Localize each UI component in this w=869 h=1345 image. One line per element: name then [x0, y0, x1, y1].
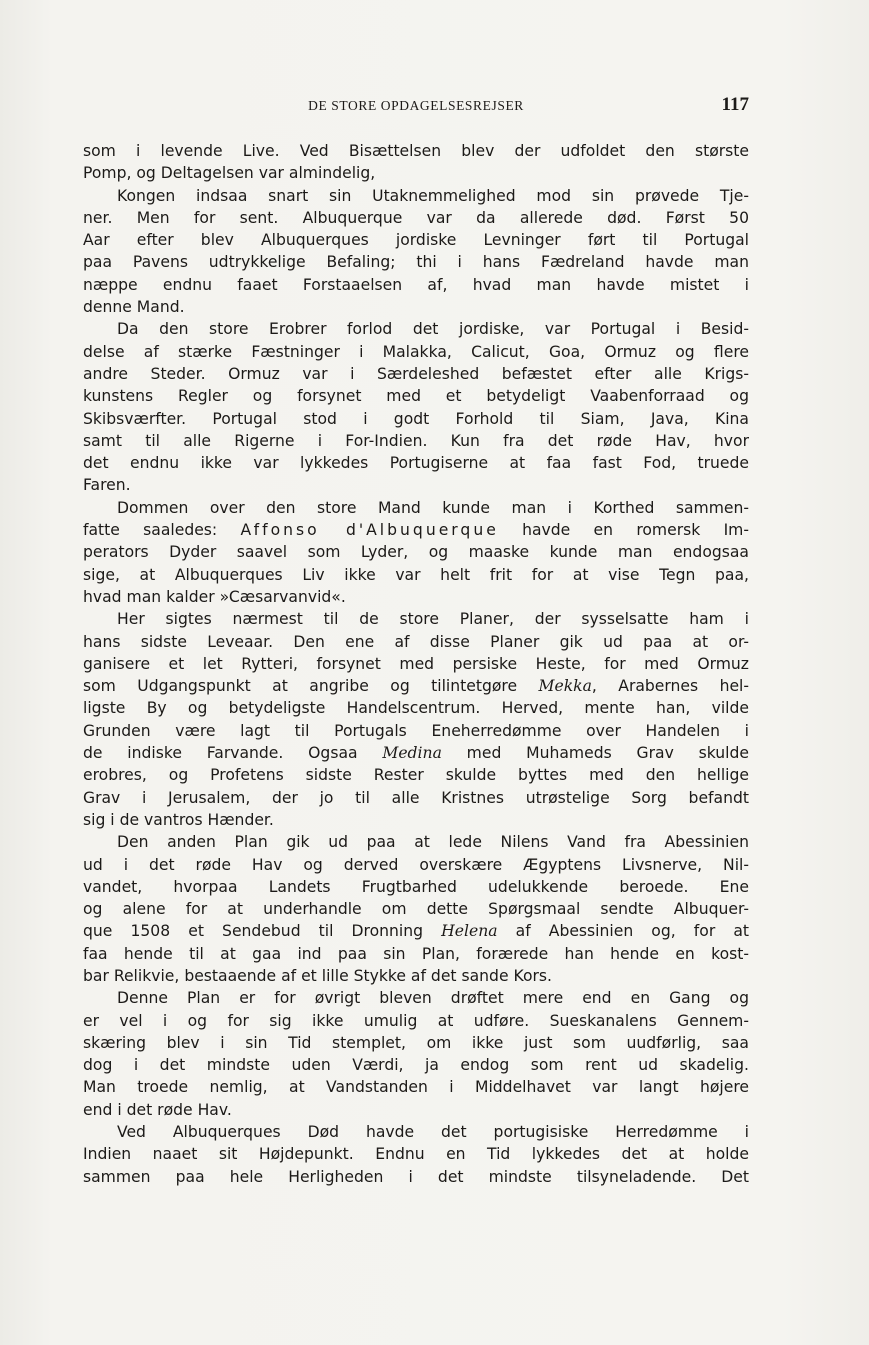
text-line: paa Pavens udtrykkelige Befaling; thi i hans Fædreland havde man: [83, 253, 749, 272]
text-line: Ved Albuquerques Død havde det portugisiske Herredømme i: [117, 1123, 749, 1142]
text-line: hans sidste Leveaar. Den ene af disse Planer gik ud paa at or-: [83, 632, 749, 651]
text-line: end i det røde Hav.: [83, 1100, 232, 1119]
text-line: Aar efter blev Albuquerques jordiske Levninger ført til Portugal: [83, 231, 749, 250]
text-line: ligste By og betydeligste Handelscentrum. Herved, mente han, vilde: [83, 699, 749, 718]
text-line: det endnu ikke var lykkedes Portugiserne at faa fast Fod, truede: [83, 454, 749, 473]
text-line: som i levende Live. Ved Bisættelsen blev der udfoldet den største: [83, 142, 749, 160]
text-line: Kongen indsaa snart sin Utaknemmelighed mod sin prøvede Tje-: [117, 186, 749, 205]
spaced-name: Affonso d'Albuquerque: [240, 521, 499, 540]
text-line: og alene for at underhandle om dette Spørgsmaal sendte Albuquer-: [83, 900, 749, 919]
text-line: sige, at Albuquerques Liv ikke var helt frit for at vise Tegn paa,: [83, 565, 749, 584]
text-line: [83, 742, 749, 764]
text-line: kunstens Regler og forsynet med et betydeligt Vaabenforraad og: [83, 387, 749, 406]
text-line: bar Relikvie, bestaaende af et lille Stykke af det sande Kors.: [83, 966, 552, 985]
text-line: Pomp, og Deltagelsen var almindelig,: [83, 164, 376, 183]
text-fragment: havde en romersk Im-: [498, 521, 749, 540]
text-line: hvad man kalder »Cæsarvanvid«.: [83, 587, 346, 606]
text-line: dog i det mindste uden Værdi, ja endog som rent ud skadelig.: [83, 1056, 749, 1075]
text-line: [83, 920, 749, 942]
body-text: [83, 140, 749, 1188]
text-fragment: med Muhameds Grav skulde: [441, 744, 749, 763]
text-line: perators Dyder saavel som Lyder, og maaske kunde man endogsaa: [83, 543, 749, 562]
text-line: ud i det røde Hav og derved overskære Ægyptens Livsnerve, Nil-: [83, 855, 749, 874]
text-line: denne Mand.: [83, 298, 185, 317]
page-number: 117: [721, 94, 749, 115]
text-line: sig i de vantros Hænder.: [83, 810, 274, 829]
text-line: faa hende til at gaa ind paa sin Plan, forærede han hende en kost-: [83, 944, 749, 963]
text-line: vandet, hvorpaa Landets Frugtbarhed udelukkende beroede. Ene: [83, 877, 749, 896]
running-title: DE STORE OPDAGELSESREJSER: [308, 98, 524, 113]
text-line: samt til alle Rigerne i For-Indien. Kun fra det røde Hav, hvor: [83, 431, 749, 450]
text-line: sammen paa hele Herligheden i det mindste tilsyneladende. Det: [83, 1167, 749, 1186]
text-line: skæring blev i sin Tid stemplet, om ikke just som uudførlig, saa: [83, 1033, 749, 1052]
italic-term: Helena: [441, 922, 498, 941]
text-line: erobres, og Profetens sidste Rester skulde byttes med den hellige: [83, 766, 749, 785]
text-line: ner. Men for sent. Albuquerque var da allerede død. Først 50: [83, 208, 749, 227]
text-fragment: som Udgangspunkt at angribe og tilintetgøre: [83, 677, 539, 696]
text-fragment: que 1508 et Sendebud til Dronning: [83, 922, 442, 941]
text-line: andre Steder. Ormuz var i Særdeleshed befæstet efter alle Krigs-: [83, 364, 749, 383]
text-line: Man troede nemlig, at Vandstanden i Middelhavet var langt højere: [83, 1078, 749, 1097]
text-line: Da den store Erobrer forlod det jordiske, var Portugal i Besid-: [117, 320, 749, 339]
text-line: [83, 519, 749, 541]
text-line: Grav i Jerusalem, der jo til alle Kristnes utrøstelige Sorg befandt: [83, 788, 749, 807]
text-line: næppe endnu faaet Forstaaelsen af, hvad man havde mistet i: [83, 275, 749, 294]
running-head: [83, 94, 749, 118]
text-line: Her sigtes nærmest til de store Planer, der sysselsatte ham i: [117, 610, 749, 629]
italic-term: Mekka: [538, 677, 592, 696]
text-line: Skibsværfter. Portugal stod i godt Forhold til Siam, Java, Kina: [83, 409, 749, 428]
text-fragment: de indiske Farvande. Ogsaa: [83, 744, 383, 763]
text-fragment: , Arabernes hel-: [591, 677, 749, 696]
italic-term: Medina: [382, 744, 442, 763]
text-line: er vel i og for sig ikke umulig at udføre. Sueskanalens Gennem-: [83, 1011, 749, 1030]
text-fragment: af Abessinien og, for at: [497, 922, 749, 941]
text-line: Den anden Plan gik ud paa at lede Nilens Vand fra Abessinien: [117, 833, 749, 852]
text-line: delse af stærke Fæstninger i Malakka, Calicut, Goa, Ormuz og flere: [83, 342, 749, 361]
text-fragment: fatte saaledes:: [83, 521, 241, 540]
text-line: ganisere et let Rytteri, forsynet med persiske Heste, for med Ormuz: [83, 654, 749, 673]
text-line: Denne Plan er for øvrigt bleven drøftet mere end en Gang og: [117, 989, 749, 1008]
text-line: Dommen over den store Mand kunde man i Korthed sammen-: [117, 498, 749, 517]
text-line: Grunden være lagt til Portugals Eneherredømme over Handelen i: [83, 721, 749, 740]
text-line: Indien naaet sit Højdepunkt. Endnu en Tid lykkedes det at holde: [83, 1145, 749, 1164]
text-line: Faren.: [83, 476, 131, 495]
text-line: [83, 675, 749, 697]
